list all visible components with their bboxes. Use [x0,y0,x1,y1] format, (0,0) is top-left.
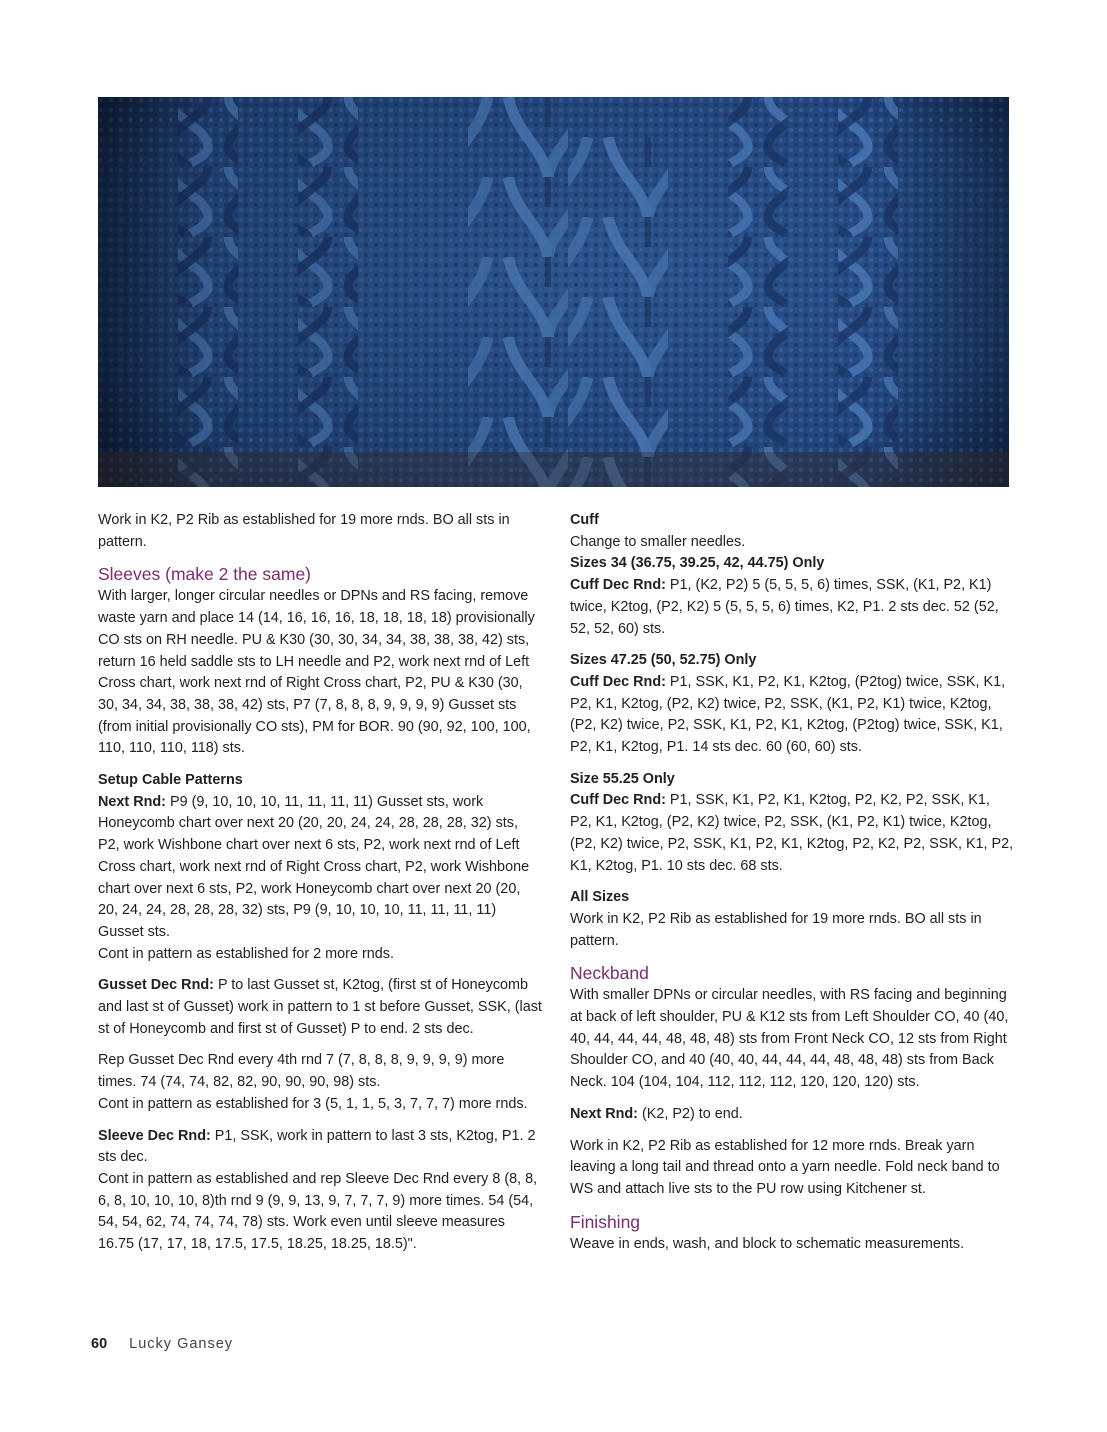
sizes1-heading: Sizes 34 (36.75, 39.25, 42, 44.75) Only [570,555,825,572]
next-neck-text: (K2, P2) to end. [637,1105,743,1122]
cuff3-text: P1, SSK, K1, P2, K1, K2tog, P2, K2, P2, SSK, K1, P2, K1, K2tog, (P2, K2) twice, P2, SSK, (K1, P2, K1) twice, K2tog, (P2, K2) twice, P2, SSK, K1, P2, K1, K2tog, P2, K2, P2, SSK, K1, P2, K1, K2tog, P1. 10 sts dec. 68 sts. [570,792,1014,874]
book-title: Lucky Gansey [129,1336,234,1352]
all-sizes-paragraph: Work in K2, P2 Rib as established for 19 more rnds. BO all sts in pattern. [570,910,982,949]
cont-rep-paragraph: Cont in pattern as established and rep Sleeve Dec Rnd every 8 (8, 8, 6, 8, 10, 10, 10, 8)th rnd 9 (9, 9, 13, 9, 7, 7, 7, 9) more times. 54 (54, 54, 54, 62, 74, 74, 74, 78) sts. Work even until sleeve measures 16.75 (17, 17, 18, 17.5, 17.5, 18.25, 18.25, 18.5)". [98,1170,538,1253]
sizes2-heading: Sizes 47.25 (50, 52.75) Only [570,652,757,669]
sweater-photo [98,97,1009,487]
gusset-text: P to last Gusset st, K2tog, (first st of Honeycomb and last st of Gusset) work in pattern to 1 st before Gusset, SSK, (last st of Honeycomb and first st of Gusset) P to end. 2 sts dec. [98,977,542,1037]
cuff3-label: Cuff Dec Rnd: [570,792,666,809]
right-column [570,510,1014,1265]
cuff1-text: P1, (K2, P2) 5 (5, 5, 5, 6) times, SSK, (K1, P2, K1) twice, K2tog, (P2, K2) 5 (5, 5, 5, 6) times, K2, P1. 2 sts dec. 52 (52, 52, 52, 60) sts. [570,577,999,637]
finishing-paragraph: Weave in ends, wash, and block to schematic measurements. [570,1235,965,1252]
work-12-paragraph: Work in K2, P2 Rib as established for 12 more rnds. Break yarn leaving a long tail and thread onto a yarn needle. Fold neck band to WS and attach live sts to the PU row using Kitchener st. [570,1137,1000,1197]
cuff3-paragraph [570,790,1014,877]
rib-paragraph: Work in K2, P2 Rib as established for 19 more rnds. BO all sts in pattern. [98,512,510,550]
cuff1-label: Cuff Dec Rnd: [570,577,666,594]
cuff2-label: Cuff Dec Rnd: [570,673,666,690]
page-footer [91,1336,233,1352]
size3-heading: Size 55.25 Only [570,770,675,787]
next-rnd-text: P9 (9, 10, 10, 10, 11, 11, 11, 11) Gusset sts, work Honeycomb chart over next 20 (20, 20, 24, 24, 28, 28, 28, 32) sts, P2, work Wishbone chart over next 6 sts, P2, work next rnd of Left Cross chart, work next rnd of Right Cross chart, P2, work Wishbone chart over next 6 sts, P2, work Honeycomb chart over next 20 (20, 20, 24, 24, 28, 28, 28, 32) sts, P9 (9, 10, 10, 10, 11, 11, 11, 11) Gusset sts. [98,793,530,940]
sleeves-paragraph: With larger, longer circular needles or DPNs and RS facing, remove waste yarn and place 14 (14, 16, 16, 16, 18, 18, 18, 18) provisionally CO sts on RH needle. PU & K30 (30, 30, 34, 34, 38, 38, 38, 42) sts, return 16 held saddle sts to LH needle and P2, work next rnd of Left Cross chart, work next rnd of Right Cross chart, P2, PU & K30 (30, 30, 34, 34, 38, 38, 38, 42) sts, P7 (7, 8, 8, 8, 9, 9, 9, 9) Gusset sts (from initial provisionally CO sts), PM for BOR. 90 (90, 92, 100, 100, 110, 110, 110, 118) sts. [98,588,535,757]
sleeves-heading: Sleeves (make 2 the same) [98,564,312,585]
next-rnd-label: Next Rnd: [98,793,166,810]
sleeve-dec-text: P1, SSK, work in pattern to last 3 sts, K2tog, P1. 2 sts dec. [98,1127,536,1166]
sleeve-dec-paragraph [98,1126,542,1169]
neckband-heading: Neckband [570,963,649,984]
setup-heading: Setup Cable Patterns [98,772,243,789]
next-rnd-paragraph [98,792,542,944]
rep-gusset-paragraph: Rep Gusset Dec Rnd every 4th rnd 7 (7, 8, 8, 8, 9, 9, 9, 9) more times. 74 (74, 74, 82, 82, 90, 90, 90, 98) sts. [98,1052,505,1091]
cont-2-paragraph: Cont in pattern as established for 2 more rnds. [98,945,394,962]
gusset-label: Gusset Dec Rnd: [98,977,214,994]
all-sizes-heading: All Sizes [570,889,630,906]
finishing-heading: Finishing [570,1211,641,1232]
neckband-paragraph: With smaller DPNs or circular needles, with RS facing and beginning at back of left shoulder, PU & K12 sts from Left Shoulder CO, 40 (40, 40, 44, 44, 44, 48, 48, 48) sts from Front Neck CO, 12 sts from Right Shoulder CO, and 40 (40, 40, 44, 44, 44, 48, 48, 48) sts from Back Neck. 104 (104, 104, 112, 112, 112, 120, 120, 120) sts. [570,987,1009,1091]
cuff1-paragraph [570,575,1014,640]
next-neck-label: Next Rnd: [570,1105,638,1122]
cont-3-paragraph: Cont in pattern as established for 3 (5, 1, 1, 5, 3, 7, 7, 7) more rnds. [98,1095,528,1112]
gusset-paragraph [98,975,542,1040]
cuff-heading: Cuff [570,512,599,528]
left-column [98,510,542,1266]
cuff2-text: P1, SSK, K1, P2, K1, K2tog, (P2tog) twice, SSK, K1, P2, K1, K2tog, (P2, K2) twice, P2, SSK, (K1, P2, K1) twice, K2tog, (P2, K2) twice, P2, SSK, K1, P2, K1, K2tog, (P2tog) twice, SSK, K1, P2, K1, K2tog, P1. 14 sts dec. 60 (60, 60) sts. [570,673,1006,756]
page-number: 60 [91,1336,108,1352]
cuff2-paragraph [570,672,1014,759]
knit-sweater-photo-icon [98,97,1009,487]
sleeve-dec-label: Sleeve Dec Rnd: [98,1127,211,1144]
change-paragraph: Change to smaller needles. [570,533,746,550]
next-rnd-neck-paragraph [570,1104,1014,1126]
